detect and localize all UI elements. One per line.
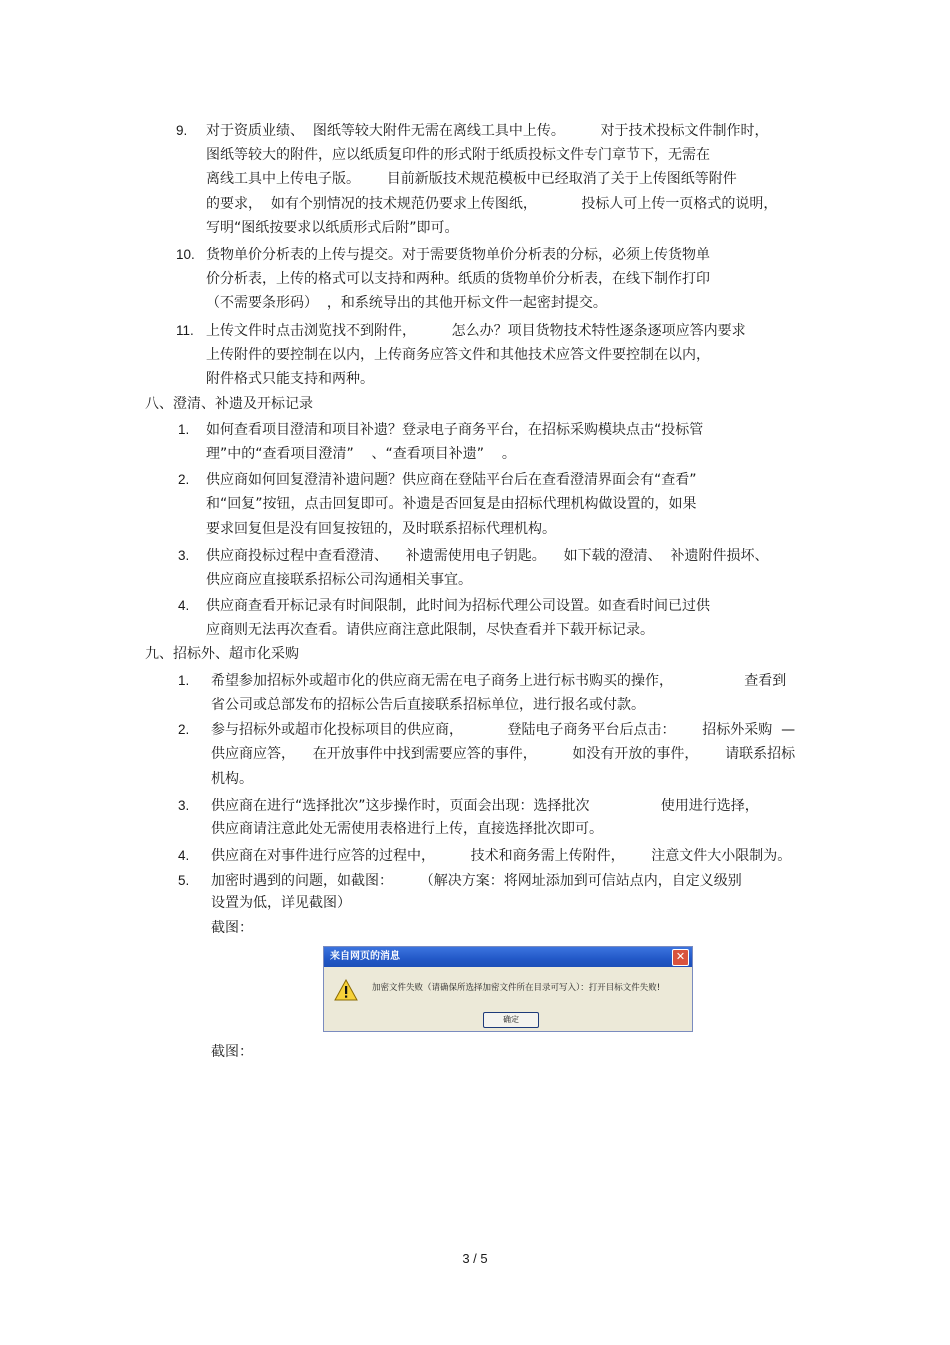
dialog-title-bar bbox=[324, 947, 692, 967]
item-text: （不需要条形码） ，和系统导出的其他开标文件一起密封提交。 bbox=[206, 295, 607, 311]
item-text: 写明“图纸按要求以纸质形式后附”即可。 bbox=[206, 220, 459, 236]
item-text: 上传文件时点击浏览找不到附件， 怎么办？项目货物技术特性逐条逐项应答内要求 bbox=[206, 323, 746, 339]
item-text: 供应商应直接联系招标公司沟通相关事宜。 bbox=[206, 572, 472, 588]
item-number: 9. bbox=[176, 123, 188, 138]
item-number: 4. bbox=[178, 848, 190, 863]
item-text: 和“回复”按钮，点击回复即可。补遗是否回复是由招标代理机构做设置的，如果 bbox=[206, 496, 697, 512]
item-text: 图纸等较大的附件，应以纸质复印件的形式附于纸质投标文件专门章节下，无需在 bbox=[206, 147, 710, 163]
item-number: 10. bbox=[176, 247, 195, 262]
section-heading: 八、澄清、补遗及开标记录 bbox=[145, 396, 313, 412]
item-text: 机构。 bbox=[211, 771, 253, 787]
item-number: 11. bbox=[176, 323, 194, 338]
item-text: 供应商请注意此处无需使用表格进行上传，直接选择批次即可。 bbox=[211, 821, 603, 837]
item-text: 的要求， 如有个别情况的技术规范仍要求上传图纸， 投标人可上传一页格式的说明， bbox=[206, 196, 778, 212]
item-number: 5. bbox=[178, 873, 190, 888]
close-icon[interactable]: ✕ bbox=[672, 949, 689, 966]
item-text: 供应商如何回复澄清补遗问题？供应商在登陆平台后在查看澄清界面会有“查看” bbox=[206, 472, 697, 488]
item-text: 上传附件的要控制在以内，上传商务应答文件和其他技术应答文件要控制在以内， bbox=[206, 347, 710, 363]
item-text: 希望参加招标外或超市化的供应商无需在电子商务上进行标书购买的操作， 查看到 bbox=[211, 673, 787, 689]
item-text: 供应商查看开标记录有时间限制，此时间为招标代理公司设置。如查看时间已过供 bbox=[206, 598, 710, 614]
warning-icon bbox=[334, 979, 358, 1001]
item-text: 货物单价分析表的上传与提交。对于需要货物单价分析表的分标，必须上传货物单 bbox=[206, 247, 710, 263]
item-text: 供应商投标过程中查看澄清、 补遗需使用电子钥匙。 如下载的澄清、 补遗附件损坏、 bbox=[206, 548, 769, 564]
item-text: 附件格式只能支持和两种。 bbox=[206, 371, 374, 387]
item-text: 价分析表，上传的格式可以支持和两种。纸质的货物单价分析表，在线下制作打印 bbox=[206, 271, 710, 287]
item-number: 1. bbox=[178, 673, 190, 688]
item-text: 如何查看项目澄清和项目补遗？登录电子商务平台，在招标采购模块点击“投标管 bbox=[206, 422, 704, 438]
item-text: 参与招标外或超市化投标项目的供应商， 登陆电子商务平台后点击： 招标外采购 — bbox=[211, 722, 796, 738]
item-number: 3. bbox=[178, 548, 190, 563]
page-number: 3 / 5 bbox=[462, 1251, 488, 1266]
item-text: 理”中的“查看项目澄清” 、“查看项目补遗” 。 bbox=[206, 446, 516, 462]
item-text: 省公司或总部发布的招标公告后直接联系招标单位，进行报名或付款。 bbox=[211, 697, 645, 713]
dialog-screenshot bbox=[323, 946, 693, 1032]
dialog-title: 来自网页的消息 bbox=[330, 951, 400, 962]
item-text: 要求回复但是没有回复按钮的，及时联系招标代理机构。 bbox=[206, 521, 556, 537]
item-text: 加密时遇到的问题，如截图： （解决方案：将网址添加到可信站点内，自定义级别 bbox=[211, 873, 742, 889]
item-text: 离线工具中上传电子版。 目前新版技术规范模板中已经取消了关于上传图纸等附件 bbox=[206, 171, 737, 187]
item-text: 设置为低，详见截图） bbox=[211, 895, 351, 911]
item-text: 应商则无法再次查看。请供应商注意此限制，尽快查看并下载开标记录。 bbox=[206, 622, 654, 638]
item-number: 2. bbox=[178, 472, 190, 487]
item-number: 2. bbox=[178, 722, 190, 737]
item-text: 供应商应答， 在开放事件中找到需要应答的事件， 如没有开放的事件， 请联系招标 bbox=[211, 746, 796, 762]
item-number: 4. bbox=[178, 598, 190, 613]
screenshot-label: 截图： bbox=[211, 1044, 253, 1060]
item-number: 1. bbox=[178, 422, 190, 437]
item-number: 3. bbox=[178, 798, 190, 813]
ok-button[interactable]: 确定 bbox=[483, 1012, 539, 1028]
item-text: 供应商在进行“选择批次”这步操作时，页面会出现：选择批次 使用进行选择， bbox=[211, 798, 759, 814]
screenshot-label: 截图： bbox=[211, 920, 253, 936]
dialog-message: 加密文件失败（请确保所选择加密文件所在目录可写入）：打开目标文件失败! bbox=[372, 983, 661, 993]
item-text: 对于资质业绩、 图纸等较大附件无需在离线工具中上传。 对于技术投标文件制作时， bbox=[206, 123, 769, 139]
item-text: 供应商在对事件进行应答的过程中， 技术和商务需上传附件， 注意文件大小限制为。 bbox=[211, 848, 792, 864]
section-heading: 九、招标外、超市化采购 bbox=[145, 646, 299, 662]
